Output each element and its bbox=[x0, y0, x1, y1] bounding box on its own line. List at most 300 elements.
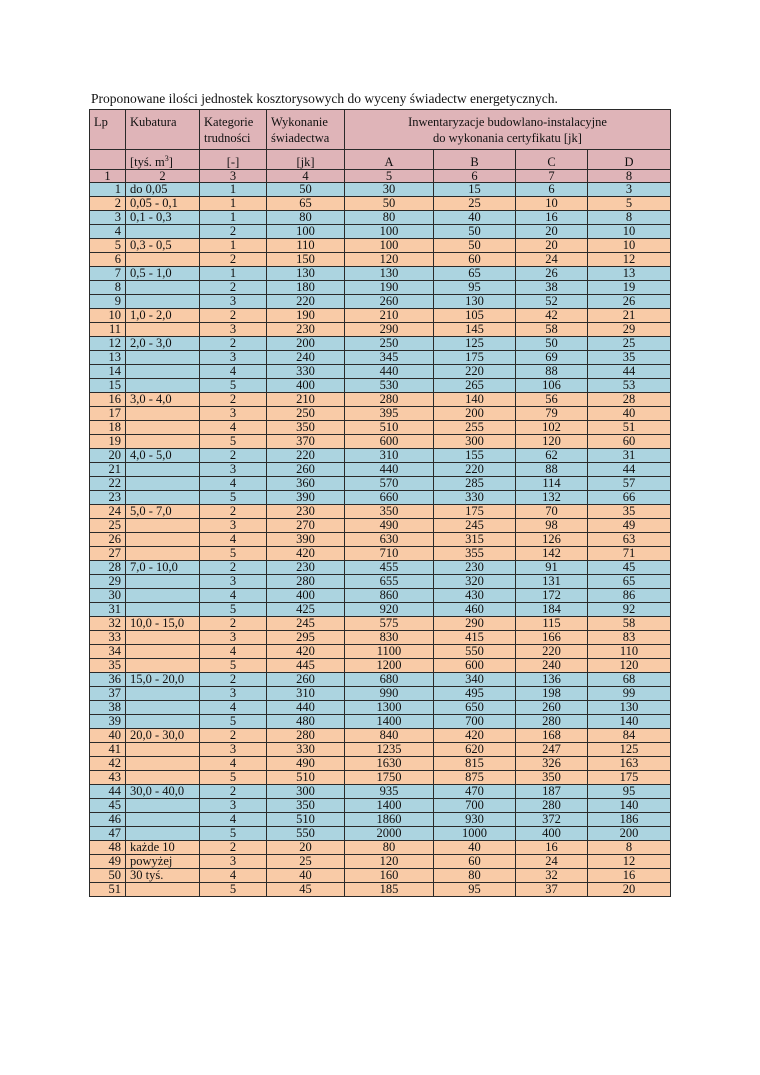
cell-wykonanie: 150 bbox=[267, 253, 345, 267]
cell-b: 130 bbox=[434, 295, 516, 309]
cell-b: 220 bbox=[434, 463, 516, 477]
cell-wykonanie: 40 bbox=[267, 869, 345, 883]
header-inwentaryzacje-line1: Inwentaryzacje budowlano-instalacyjne bbox=[408, 115, 607, 129]
cell-b: 245 bbox=[434, 519, 516, 533]
cell-kategoria: 5 bbox=[200, 379, 267, 393]
table-row bbox=[90, 421, 671, 435]
cell-wykonanie: 270 bbox=[267, 519, 345, 533]
cell-kategoria: 2 bbox=[200, 505, 267, 519]
cell-c: 115 bbox=[516, 617, 588, 631]
cell-d: 8 bbox=[588, 211, 671, 225]
table-row bbox=[90, 771, 671, 785]
cell-a: 655 bbox=[345, 575, 434, 589]
cell-b: 95 bbox=[434, 281, 516, 295]
cell-c: 400 bbox=[516, 827, 588, 841]
cell-kubatura: 0,05 - 0,1 bbox=[126, 197, 200, 211]
cell-kubatura bbox=[126, 491, 200, 505]
cell-lp: 37 bbox=[90, 687, 126, 701]
cell-a: 660 bbox=[345, 491, 434, 505]
column-number: 8 bbox=[588, 170, 671, 183]
cell-kategoria: 3 bbox=[200, 519, 267, 533]
cell-d: 13 bbox=[588, 267, 671, 281]
cell-d: 40 bbox=[588, 407, 671, 421]
cell-d: 31 bbox=[588, 449, 671, 463]
table-row bbox=[90, 561, 671, 575]
table-row bbox=[90, 589, 671, 603]
cell-b: 200 bbox=[434, 407, 516, 421]
cell-wykonanie: 310 bbox=[267, 687, 345, 701]
cell-wykonanie: 220 bbox=[267, 449, 345, 463]
cell-a: 630 bbox=[345, 533, 434, 547]
cell-d: 110 bbox=[588, 645, 671, 659]
cell-c: 26 bbox=[516, 267, 588, 281]
cell-kategoria: 3 bbox=[200, 855, 267, 869]
cell-c: 187 bbox=[516, 785, 588, 799]
cell-a: 100 bbox=[345, 225, 434, 239]
cell-lp: 18 bbox=[90, 421, 126, 435]
cell-lp: 28 bbox=[90, 561, 126, 575]
cell-wykonanie: 440 bbox=[267, 701, 345, 715]
cell-b: 315 bbox=[434, 533, 516, 547]
cell-lp: 9 bbox=[90, 295, 126, 309]
cell-wykonanie: 300 bbox=[267, 785, 345, 799]
cell-kubatura bbox=[126, 701, 200, 715]
cell-kategoria: 2 bbox=[200, 729, 267, 743]
cell-c: 6 bbox=[516, 183, 588, 197]
cell-c: 50 bbox=[516, 337, 588, 351]
cell-d: 186 bbox=[588, 813, 671, 827]
cell-b: 620 bbox=[434, 743, 516, 757]
cell-lp: 50 bbox=[90, 869, 126, 883]
cell-kubatura bbox=[126, 379, 200, 393]
cell-kategoria: 3 bbox=[200, 575, 267, 589]
cell-lp: 38 bbox=[90, 701, 126, 715]
cell-d: 26 bbox=[588, 295, 671, 309]
table-row bbox=[90, 785, 671, 799]
cell-lp: 3 bbox=[90, 211, 126, 225]
table-row bbox=[90, 547, 671, 561]
cell-wykonanie: 260 bbox=[267, 463, 345, 477]
cell-wykonanie: 230 bbox=[267, 323, 345, 337]
cell-kubatura: 0,5 - 1,0 bbox=[126, 267, 200, 281]
cell-c: 198 bbox=[516, 687, 588, 701]
cell-c: 350 bbox=[516, 771, 588, 785]
cell-kategoria: 4 bbox=[200, 645, 267, 659]
cell-b: 430 bbox=[434, 589, 516, 603]
cell-kategoria: 2 bbox=[200, 785, 267, 799]
cell-c: 106 bbox=[516, 379, 588, 393]
cell-lp: 1 bbox=[90, 183, 126, 197]
cell-kubatura: 0,3 - 0,5 bbox=[126, 239, 200, 253]
cell-lp: 30 bbox=[90, 589, 126, 603]
table-row bbox=[90, 491, 671, 505]
cell-wykonanie: 400 bbox=[267, 589, 345, 603]
table-row bbox=[90, 659, 671, 673]
cell-d: 53 bbox=[588, 379, 671, 393]
cell-kategoria: 2 bbox=[200, 673, 267, 687]
cell-c: 70 bbox=[516, 505, 588, 519]
header-inwentaryzacje-line2: do wykonania certyfikatu [jk] bbox=[433, 131, 582, 145]
cell-a: 840 bbox=[345, 729, 434, 743]
cell-kubatura bbox=[126, 757, 200, 771]
cell-kategoria: 1 bbox=[200, 239, 267, 253]
column-number: 2 bbox=[126, 170, 200, 183]
cell-lp: 47 bbox=[90, 827, 126, 841]
cell-c: 79 bbox=[516, 407, 588, 421]
cell-d: 28 bbox=[588, 393, 671, 407]
cell-d: 60 bbox=[588, 435, 671, 449]
units-c: C bbox=[516, 150, 588, 170]
cell-b: 145 bbox=[434, 323, 516, 337]
header-kategorie bbox=[200, 110, 267, 150]
cell-kubatura: 20,0 - 30,0 bbox=[126, 729, 200, 743]
cell-lp: 45 bbox=[90, 799, 126, 813]
cell-kubatura bbox=[126, 589, 200, 603]
cell-a: 130 bbox=[345, 267, 434, 281]
cell-b: 60 bbox=[434, 253, 516, 267]
cell-b: 290 bbox=[434, 617, 516, 631]
table-row bbox=[90, 519, 671, 533]
table-row bbox=[90, 449, 671, 463]
cell-kategoria: 4 bbox=[200, 701, 267, 715]
table-row bbox=[90, 239, 671, 253]
table-row bbox=[90, 701, 671, 715]
cell-kategoria: 1 bbox=[200, 211, 267, 225]
cell-b: 25 bbox=[434, 197, 516, 211]
cell-kategoria: 2 bbox=[200, 841, 267, 855]
units-lp bbox=[90, 150, 126, 170]
cell-kubatura bbox=[126, 687, 200, 701]
cell-lp: 6 bbox=[90, 253, 126, 267]
cell-b: 60 bbox=[434, 855, 516, 869]
cell-kategoria: 4 bbox=[200, 421, 267, 435]
cell-a: 510 bbox=[345, 421, 434, 435]
cell-d: 83 bbox=[588, 631, 671, 645]
table-row bbox=[90, 645, 671, 659]
cell-kategoria: 1 bbox=[200, 183, 267, 197]
cell-c: 20 bbox=[516, 239, 588, 253]
cell-kubatura bbox=[126, 631, 200, 645]
cell-d: 175 bbox=[588, 771, 671, 785]
cell-kubatura: do 0,05 bbox=[126, 183, 200, 197]
cell-c: 37 bbox=[516, 883, 588, 897]
cell-kubatura bbox=[126, 351, 200, 365]
cell-c: 240 bbox=[516, 659, 588, 673]
cell-a: 280 bbox=[345, 393, 434, 407]
cell-b: 265 bbox=[434, 379, 516, 393]
cell-kategoria: 5 bbox=[200, 771, 267, 785]
units-b: B bbox=[434, 150, 516, 170]
cell-wykonanie: 550 bbox=[267, 827, 345, 841]
header-kategorie-line1: Kategorie bbox=[204, 115, 254, 129]
cell-c: 126 bbox=[516, 533, 588, 547]
cell-kubatura bbox=[126, 421, 200, 435]
cell-a: 920 bbox=[345, 603, 434, 617]
cell-b: 15 bbox=[434, 183, 516, 197]
units-kategorie: [-] bbox=[200, 150, 267, 170]
units-row bbox=[90, 150, 671, 170]
cell-b: 40 bbox=[434, 211, 516, 225]
column-number: 5 bbox=[345, 170, 434, 183]
cell-d: 21 bbox=[588, 309, 671, 323]
cell-a: 1750 bbox=[345, 771, 434, 785]
cell-c: 10 bbox=[516, 197, 588, 211]
cell-a: 160 bbox=[345, 869, 434, 883]
column-number: 6 bbox=[434, 170, 516, 183]
cell-a: 190 bbox=[345, 281, 434, 295]
cell-wykonanie: 50 bbox=[267, 183, 345, 197]
table-row bbox=[90, 435, 671, 449]
cell-wykonanie: 370 bbox=[267, 435, 345, 449]
cell-lp: 44 bbox=[90, 785, 126, 799]
cell-kategoria: 3 bbox=[200, 743, 267, 757]
cell-wykonanie: 350 bbox=[267, 421, 345, 435]
cell-lp: 20 bbox=[90, 449, 126, 463]
table-row bbox=[90, 729, 671, 743]
cell-a: 1400 bbox=[345, 799, 434, 813]
cell-lp: 43 bbox=[90, 771, 126, 785]
column-number: 1 bbox=[90, 170, 126, 183]
cell-d: 3 bbox=[588, 183, 671, 197]
cell-wykonanie: 220 bbox=[267, 295, 345, 309]
table-caption: Proponowane ilości jednostek kosztorysowych do wyceny świadectw energetycznych. bbox=[91, 91, 558, 106]
header-kubatura: Kubatura bbox=[126, 110, 200, 150]
cell-lp: 27 bbox=[90, 547, 126, 561]
table-row bbox=[90, 225, 671, 239]
cell-b: 700 bbox=[434, 799, 516, 813]
table-row bbox=[90, 365, 671, 379]
cell-lp: 51 bbox=[90, 883, 126, 897]
units-kubatura bbox=[126, 150, 200, 170]
cell-wykonanie: 190 bbox=[267, 309, 345, 323]
cell-c: 91 bbox=[516, 561, 588, 575]
cell-d: 125 bbox=[588, 743, 671, 757]
table-row bbox=[90, 617, 671, 631]
cell-d: 140 bbox=[588, 715, 671, 729]
cell-lp: 21 bbox=[90, 463, 126, 477]
cell-c: 42 bbox=[516, 309, 588, 323]
cell-kubatura: powyżej bbox=[126, 855, 200, 869]
table-row bbox=[90, 575, 671, 589]
cell-a: 1400 bbox=[345, 715, 434, 729]
cell-wykonanie: 250 bbox=[267, 407, 345, 421]
column-numbers-row bbox=[90, 170, 671, 183]
cell-d: 45 bbox=[588, 561, 671, 575]
cell-b: 50 bbox=[434, 239, 516, 253]
cell-lp: 14 bbox=[90, 365, 126, 379]
cell-d: 29 bbox=[588, 323, 671, 337]
cell-kubatura bbox=[126, 883, 200, 897]
cell-a: 440 bbox=[345, 463, 434, 477]
cell-kategoria: 3 bbox=[200, 351, 267, 365]
cell-lp: 8 bbox=[90, 281, 126, 295]
cell-c: 24 bbox=[516, 253, 588, 267]
cell-d: 95 bbox=[588, 785, 671, 799]
cell-d: 8 bbox=[588, 841, 671, 855]
cell-c: 114 bbox=[516, 477, 588, 491]
cell-wykonanie: 210 bbox=[267, 393, 345, 407]
cell-c: 20 bbox=[516, 225, 588, 239]
cell-kategoria: 2 bbox=[200, 449, 267, 463]
cell-lp: 46 bbox=[90, 813, 126, 827]
cell-wykonanie: 490 bbox=[267, 757, 345, 771]
cell-b: 125 bbox=[434, 337, 516, 351]
cell-a: 395 bbox=[345, 407, 434, 421]
cell-kubatura bbox=[126, 323, 200, 337]
cell-kubatura bbox=[126, 477, 200, 491]
cell-kubatura bbox=[126, 435, 200, 449]
cell-lp: 26 bbox=[90, 533, 126, 547]
cell-lp: 32 bbox=[90, 617, 126, 631]
cell-d: 140 bbox=[588, 799, 671, 813]
cell-c: 16 bbox=[516, 211, 588, 225]
cell-kubatura bbox=[126, 813, 200, 827]
cell-a: 120 bbox=[345, 253, 434, 267]
cell-a: 185 bbox=[345, 883, 434, 897]
cell-a: 860 bbox=[345, 589, 434, 603]
cell-kubatura bbox=[126, 295, 200, 309]
table-row bbox=[90, 631, 671, 645]
cell-a: 210 bbox=[345, 309, 434, 323]
cell-c: 120 bbox=[516, 435, 588, 449]
cell-lp: 22 bbox=[90, 477, 126, 491]
cell-kategoria: 2 bbox=[200, 225, 267, 239]
cell-kategoria: 2 bbox=[200, 393, 267, 407]
table-row bbox=[90, 743, 671, 757]
cell-wykonanie: 510 bbox=[267, 771, 345, 785]
cell-c: 280 bbox=[516, 715, 588, 729]
cell-d: 10 bbox=[588, 239, 671, 253]
cell-kubatura bbox=[126, 365, 200, 379]
cell-kategoria: 5 bbox=[200, 547, 267, 561]
cell-a: 575 bbox=[345, 617, 434, 631]
cell-lp: 42 bbox=[90, 757, 126, 771]
cell-wykonanie: 510 bbox=[267, 813, 345, 827]
cell-kategoria: 3 bbox=[200, 323, 267, 337]
table-row bbox=[90, 533, 671, 547]
cell-wykonanie: 80 bbox=[267, 211, 345, 225]
units-kubatura-suffix: ] bbox=[168, 155, 173, 169]
table-row bbox=[90, 477, 671, 491]
cell-a: 100 bbox=[345, 239, 434, 253]
cell-b: 40 bbox=[434, 841, 516, 855]
table-row bbox=[90, 757, 671, 771]
cell-d: 44 bbox=[588, 365, 671, 379]
cell-lp: 24 bbox=[90, 505, 126, 519]
cell-a: 350 bbox=[345, 505, 434, 519]
cell-kubatura bbox=[126, 659, 200, 673]
cell-kategoria: 5 bbox=[200, 659, 267, 673]
cell-d: 19 bbox=[588, 281, 671, 295]
table-row bbox=[90, 407, 671, 421]
cell-lp: 19 bbox=[90, 435, 126, 449]
cell-b: 230 bbox=[434, 561, 516, 575]
cell-lp: 36 bbox=[90, 673, 126, 687]
cell-c: 62 bbox=[516, 449, 588, 463]
cell-wykonanie: 200 bbox=[267, 337, 345, 351]
cell-c: 168 bbox=[516, 729, 588, 743]
cell-kubatura bbox=[126, 519, 200, 533]
cell-a: 2000 bbox=[345, 827, 434, 841]
cell-d: 16 bbox=[588, 869, 671, 883]
cell-wykonanie: 110 bbox=[267, 239, 345, 253]
cell-d: 84 bbox=[588, 729, 671, 743]
cell-kategoria: 4 bbox=[200, 757, 267, 771]
cell-c: 172 bbox=[516, 589, 588, 603]
cell-lp: 23 bbox=[90, 491, 126, 505]
cell-c: 132 bbox=[516, 491, 588, 505]
cell-wykonanie: 280 bbox=[267, 729, 345, 743]
cell-a: 1300 bbox=[345, 701, 434, 715]
cell-kategoria: 3 bbox=[200, 631, 267, 645]
cell-a: 570 bbox=[345, 477, 434, 491]
cell-a: 1100 bbox=[345, 645, 434, 659]
cell-b: 470 bbox=[434, 785, 516, 799]
cell-a: 680 bbox=[345, 673, 434, 687]
cell-kubatura bbox=[126, 771, 200, 785]
cell-c: 58 bbox=[516, 323, 588, 337]
cell-lp: 48 bbox=[90, 841, 126, 855]
cell-a: 830 bbox=[345, 631, 434, 645]
cell-kubatura bbox=[126, 827, 200, 841]
table-row bbox=[90, 267, 671, 281]
cell-a: 250 bbox=[345, 337, 434, 351]
cell-d: 25 bbox=[588, 337, 671, 351]
header-row bbox=[90, 110, 671, 150]
cell-b: 255 bbox=[434, 421, 516, 435]
cell-c: 32 bbox=[516, 869, 588, 883]
cell-kubatura bbox=[126, 547, 200, 561]
cell-kubatura: 0,1 - 0,3 bbox=[126, 211, 200, 225]
cell-a: 1235 bbox=[345, 743, 434, 757]
cell-d: 44 bbox=[588, 463, 671, 477]
cell-kubatura bbox=[126, 743, 200, 757]
cell-a: 1860 bbox=[345, 813, 434, 827]
cell-c: 16 bbox=[516, 841, 588, 855]
cell-b: 420 bbox=[434, 729, 516, 743]
table-row bbox=[90, 883, 671, 897]
table-row bbox=[90, 295, 671, 309]
header-lp: Lp bbox=[90, 110, 126, 150]
cell-wykonanie: 425 bbox=[267, 603, 345, 617]
cell-kubatura: 7,0 - 10,0 bbox=[126, 561, 200, 575]
cell-a: 440 bbox=[345, 365, 434, 379]
cell-wykonanie: 445 bbox=[267, 659, 345, 673]
cell-kategoria: 4 bbox=[200, 477, 267, 491]
cell-lp: 13 bbox=[90, 351, 126, 365]
cell-a: 1630 bbox=[345, 757, 434, 771]
table-row bbox=[90, 813, 671, 827]
cell-kubatura: 1,0 - 2,0 bbox=[126, 309, 200, 323]
cell-lp: 17 bbox=[90, 407, 126, 421]
cell-d: 163 bbox=[588, 757, 671, 771]
cell-lp: 15 bbox=[90, 379, 126, 393]
cell-d: 99 bbox=[588, 687, 671, 701]
cell-b: 105 bbox=[434, 309, 516, 323]
cell-c: 56 bbox=[516, 393, 588, 407]
cell-kubatura bbox=[126, 799, 200, 813]
cell-b: 330 bbox=[434, 491, 516, 505]
cell-wykonanie: 260 bbox=[267, 673, 345, 687]
table-row bbox=[90, 715, 671, 729]
cell-d: 57 bbox=[588, 477, 671, 491]
cell-wykonanie: 180 bbox=[267, 281, 345, 295]
cell-kategoria: 1 bbox=[200, 267, 267, 281]
cell-wykonanie: 240 bbox=[267, 351, 345, 365]
cell-a: 710 bbox=[345, 547, 434, 561]
cell-a: 490 bbox=[345, 519, 434, 533]
table-row bbox=[90, 323, 671, 337]
